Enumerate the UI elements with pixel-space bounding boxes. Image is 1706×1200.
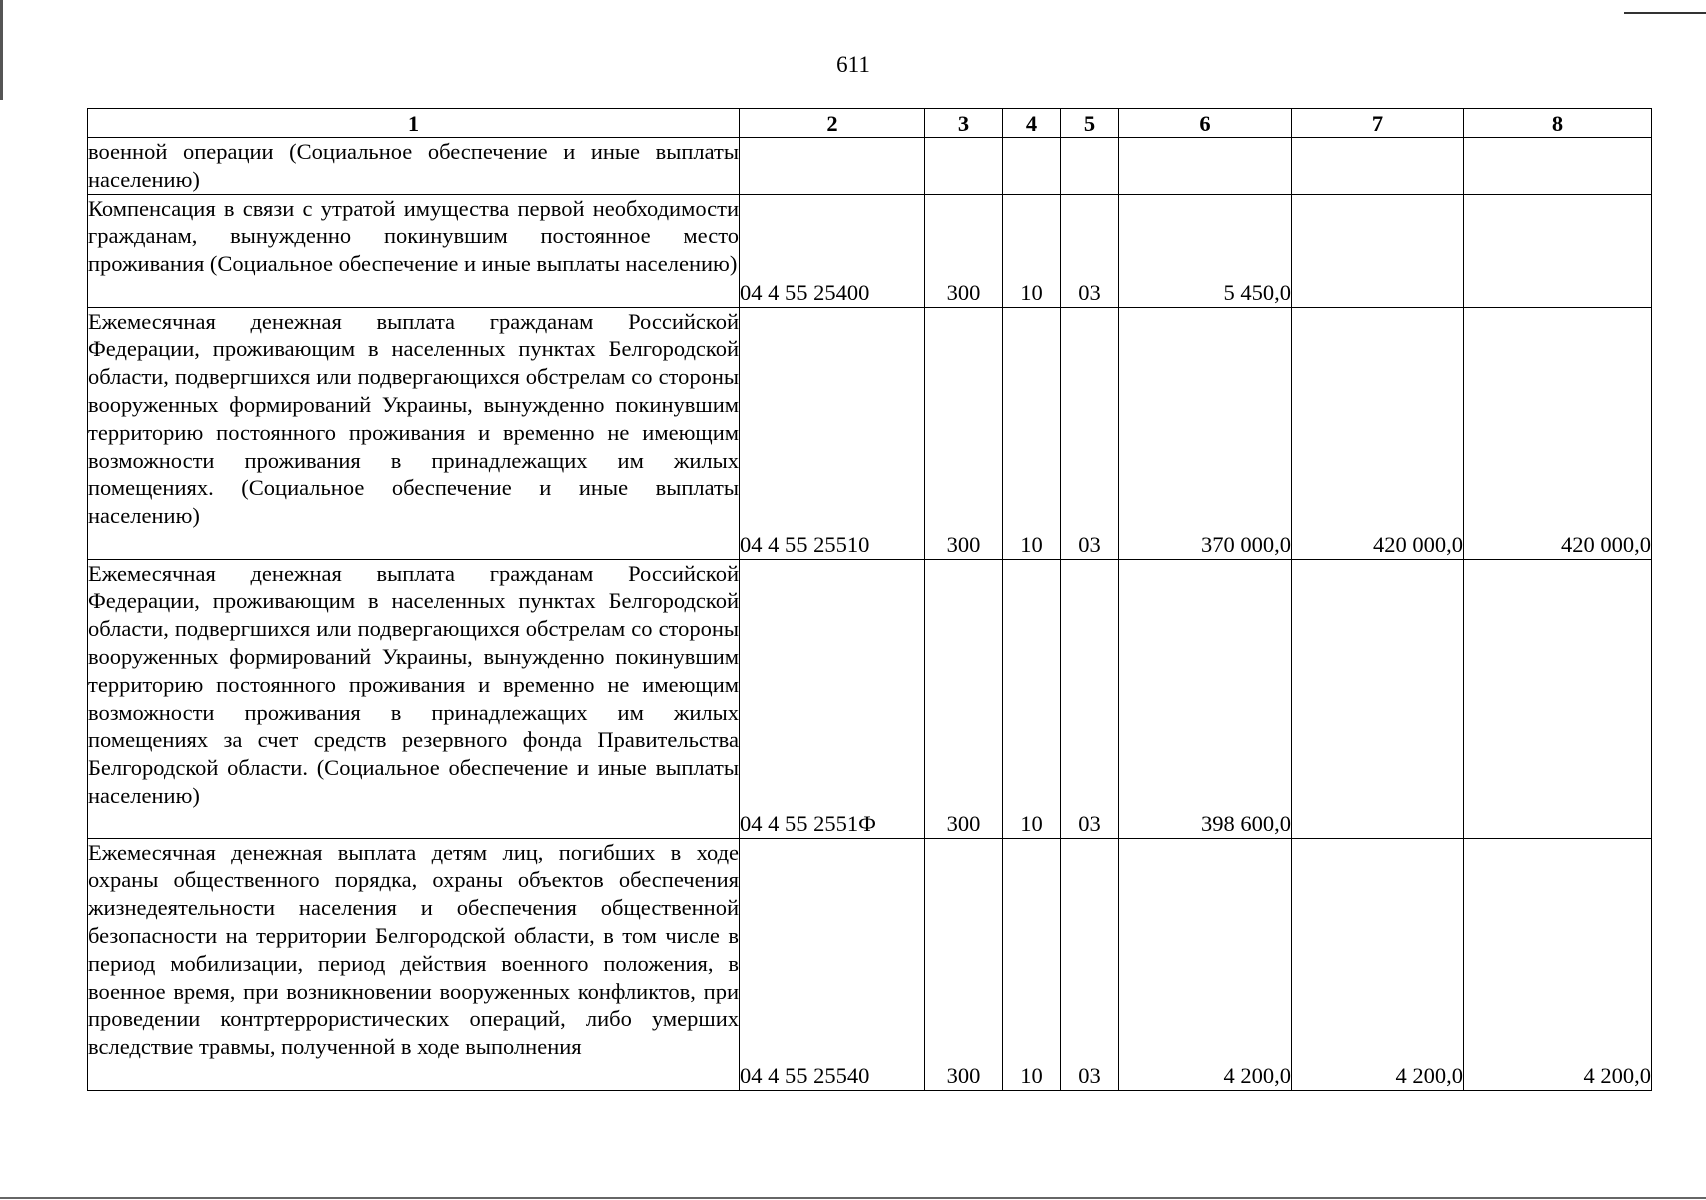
column-header: 4 — [1003, 109, 1061, 138]
scan-edge-bottom — [0, 1197, 1706, 1199]
table-header-row — [88, 109, 1652, 138]
row-code — [740, 138, 925, 195]
row-col5: 03 — [1061, 838, 1119, 1090]
row-col8 — [1464, 138, 1652, 195]
row-col5 — [1061, 138, 1119, 195]
table-row — [88, 307, 1652, 559]
row-col8 — [1464, 559, 1652, 838]
row-col3: 300 — [925, 194, 1003, 307]
column-header: 6 — [1119, 109, 1292, 138]
row-description: Ежемесячная денежная выплата детям лиц, погибших в ходе охраны общественного порядка, охраны объектов обеспечения жизнедеятельности населения и обеспечения общественной безопасности на территории Белгородской области, в том числе в период мобилизации, период действия военного положения, в военное время, при возникновении вооруженных конфликтов, при проведении контртеррористических операций, либо умерших вследствие травмы, полученной в ходе выполнения — [88, 838, 740, 1090]
row-col7 — [1292, 138, 1464, 195]
row-col5: 03 — [1061, 559, 1119, 838]
row-col5: 03 — [1061, 307, 1119, 559]
budget-table — [87, 108, 1652, 1091]
scan-edge-right — [1624, 0, 1706, 14]
table-row — [88, 138, 1652, 195]
row-col4 — [1003, 138, 1061, 195]
table-row — [88, 194, 1652, 307]
row-col7 — [1292, 559, 1464, 838]
row-col4: 10 — [1003, 559, 1061, 838]
column-header: 2 — [740, 109, 925, 138]
row-col7 — [1292, 194, 1464, 307]
row-col6: 398 600,0 — [1119, 559, 1292, 838]
row-description: военной операции (Социальное обеспечение и иные выплаты населению) — [88, 138, 740, 195]
column-header: 5 — [1061, 109, 1119, 138]
row-description: Ежемесячная денежная выплата гражданам Российской Федерации, проживающим в населенных пунктах Белгородской области, подвергшихся или подвергающихся обстрелам со стороны вооруженных формирований Украины, вынужденно покинувшим территорию постоянного проживания и временно не имеющим возможности проживания в принадлежащих им жилых помещениях за счет средств резервного фонда Правительства Белгородской области. (Социальное обеспечение и иные выплаты населению) — [88, 559, 740, 838]
row-col7: 4 200,0 — [1292, 838, 1464, 1090]
row-code: 04 4 55 25510 — [740, 307, 925, 559]
row-description: Компенсация в связи с утратой имущества первой необходимости гражданам, вынужденно покинувшим постоянное место проживания (Социальное обеспечение и иные выплаты населению) — [88, 194, 740, 307]
row-col3 — [925, 138, 1003, 195]
column-header: 8 — [1464, 109, 1652, 138]
row-col8: 420 000,0 — [1464, 307, 1652, 559]
row-code: 04 4 55 2551Ф — [740, 559, 925, 838]
row-col8 — [1464, 194, 1652, 307]
row-code: 04 4 55 25400 — [740, 194, 925, 307]
row-col6: 5 450,0 — [1119, 194, 1292, 307]
row-col5: 03 — [1061, 194, 1119, 307]
row-col4: 10 — [1003, 194, 1061, 307]
row-col3: 300 — [925, 838, 1003, 1090]
column-header: 7 — [1292, 109, 1464, 138]
page-number: 611 — [836, 52, 870, 77]
column-header: 1 — [88, 109, 740, 138]
row-col3: 300 — [925, 559, 1003, 838]
row-col8: 4 200,0 — [1464, 838, 1652, 1090]
row-description: Ежемесячная денежная выплата гражданам Российской Федерации, проживающим в населенных пунктах Белгородской области, подвергшихся или подвергающихся обстрелам со стороны вооруженных формирований Украины, вынужденно покинувшим территорию постоянного проживания и временно не имеющим возможности проживания в принадлежащих им жилых помещениях. (Социальное обеспечение и иные выплаты населению) — [88, 307, 740, 559]
table-row — [88, 838, 1652, 1090]
row-code: 04 4 55 25540 — [740, 838, 925, 1090]
scan-edge-left — [0, 0, 3, 100]
row-col4: 10 — [1003, 838, 1061, 1090]
table-row — [88, 559, 1652, 838]
row-col6: 4 200,0 — [1119, 838, 1292, 1090]
row-col6: 370 000,0 — [1119, 307, 1292, 559]
row-col6 — [1119, 138, 1292, 195]
column-header: 3 — [925, 109, 1003, 138]
row-col7: 420 000,0 — [1292, 307, 1464, 559]
row-col4: 10 — [1003, 307, 1061, 559]
row-col3: 300 — [925, 307, 1003, 559]
